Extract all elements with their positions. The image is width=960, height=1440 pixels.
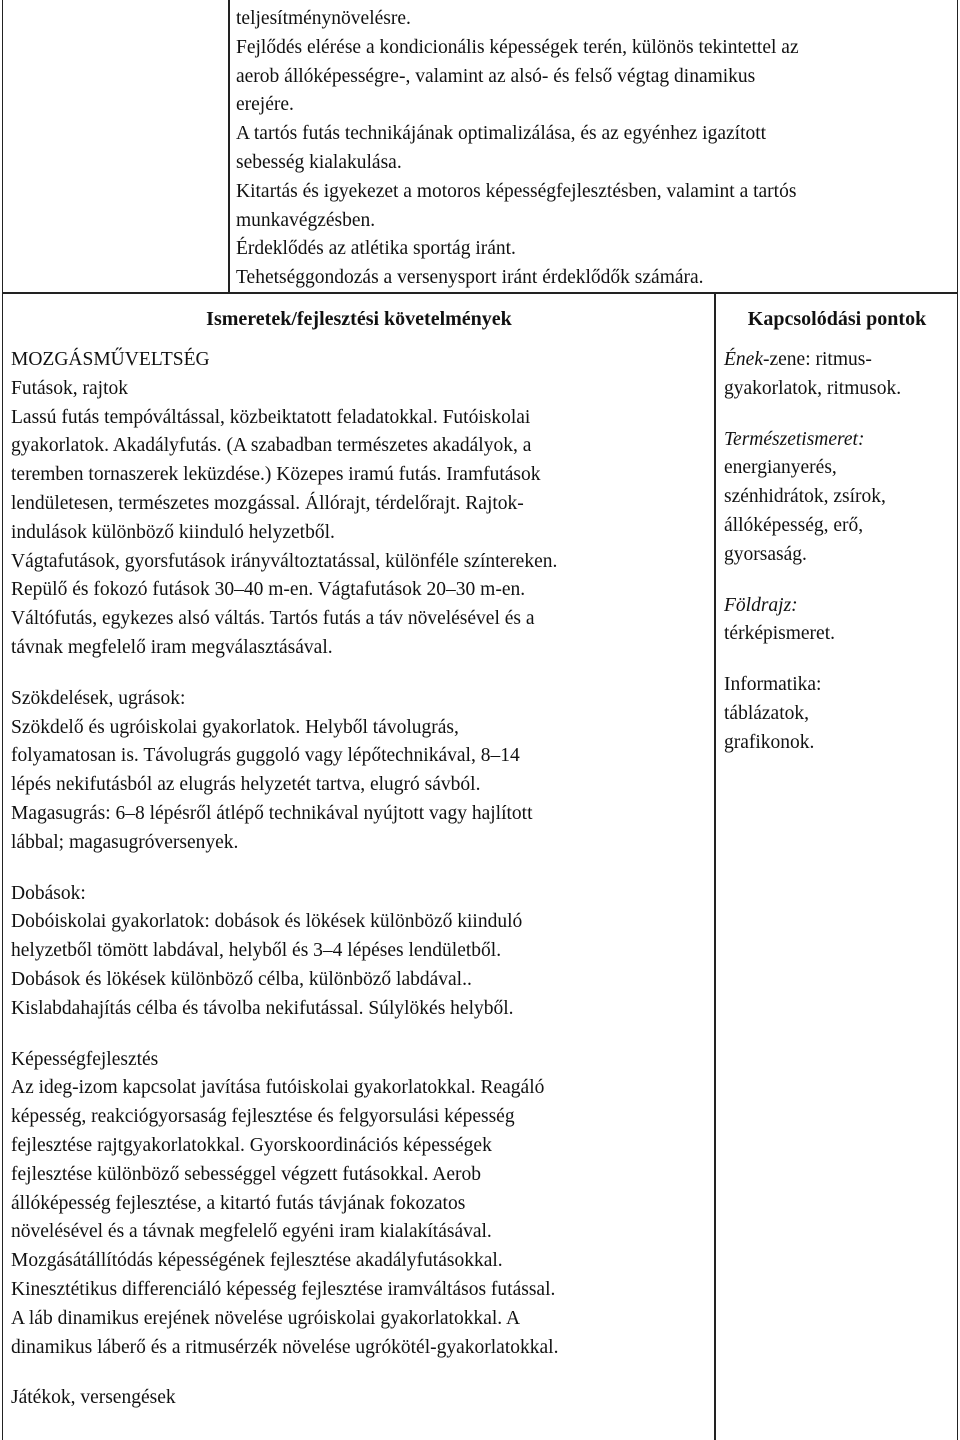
goals-column-divider — [228, 0, 230, 292]
goal-line: sebesség kialakulása. — [236, 151, 402, 173]
requirements-header: Ismeretek/fejlesztési követelmények — [206, 308, 512, 330]
goal-line: erejére. — [236, 94, 294, 116]
subject-informatics: Informatika: — [724, 674, 822, 696]
goal-line: Kitartás és igyekezet a motoros képességfejlesztésben, valamint a tartós — [236, 180, 797, 202]
text-line: gyorsaság. — [724, 543, 807, 565]
text-line: energianyerés, — [724, 457, 837, 479]
text-line: Képességfejlesztés — [11, 1048, 159, 1070]
text-line: teremben tornaszerek leküzdése.) Közepes iramú futás. Iramfutások — [11, 464, 541, 486]
text-line: szénhidrátok, zsírok, — [724, 486, 886, 508]
section-gap — [724, 649, 956, 671]
text-line: grafikonok. — [724, 731, 815, 753]
text-line: állóképesség fejlesztése, a kitartó futás távjának fokozatos — [11, 1192, 466, 1214]
text-line: lábbal; magasugróversenyek. — [11, 831, 239, 853]
text-line: A láb dinamikus erejének növelése ugróiskolai gyakorlatokkal. A — [11, 1307, 521, 1329]
goal-line: munkavégzésben. — [236, 209, 376, 231]
section-gap — [11, 663, 716, 685]
text-line: fejlesztése különböző sebességgel végzett futásokkal. Aerob — [11, 1163, 482, 1185]
text-line: állóképesség, erő, — [724, 514, 864, 536]
goal-line: teljesítménynövelésre. — [236, 8, 411, 29]
text-line: lépés nekifutásból az elugrás helyzetét tartva, elugró sávból. — [11, 774, 481, 796]
text-line: Repülő és fokozó futások 30‒40 m-en. Vágtafutások 20‒30 m-en. — [11, 579, 526, 601]
connections-header: Kapcsolódási pontok — [747, 308, 927, 330]
text-line: Kinesztétikus differenciáló képesség fejlesztése iramváltásos futással. — [11, 1278, 556, 1300]
text-line: Magasugrás: 6‒8 lépésről átlépő technikával nyújtott vagy hajlított — [11, 802, 533, 824]
text-line: fejlesztése rajtgyakorlatokkal. Gyorskoordinációs képességek — [11, 1134, 492, 1156]
text-line: Futások, rajtok — [11, 377, 128, 399]
link-music: Ének-zene: ritmus- — [724, 349, 872, 370]
subject-science: Természetismeret: — [724, 428, 865, 450]
goal-line: Fejlődés elérése a kondicionális képességek terén, különös tekintettel az — [236, 36, 799, 58]
goal-line: A tartós futás technikájának optimalizálása, és az egyénhez igazított — [236, 123, 767, 145]
text-line: dinamikus láberő és a ritmusérzék növelése ugrókötél-gyakorlatokkal. — [11, 1336, 559, 1358]
text-line: Dobások: — [11, 882, 86, 904]
text-line: gyakorlatok. Akadályfutás. (A szabadban természetes akadályok, a — [11, 435, 532, 457]
goals-cell — [236, 5, 951, 293]
text-line: folyamatosan is. Távolugrás guggoló vagy lépőtechnikával, 8‒14 — [11, 745, 520, 767]
section-gap — [11, 858, 716, 880]
text-line: Váltófutás, egykezes alsó váltás. Tartós futás a táv növelésével és a — [11, 608, 535, 630]
section-gap — [724, 404, 956, 426]
text-line: Az ideg-izom kapcsolat javítása futóiskolai gyakorlatokkal. Reagáló — [11, 1077, 545, 1099]
connections-content — [724, 346, 956, 758]
goal-line: aerob állóképességre-, valamint az alsó- és felső végtag dinamikus — [236, 65, 756, 87]
text-line: Szökdelések, ugrások: — [11, 687, 186, 709]
text-line: indulások különböző kiinduló helyzetből. — [11, 521, 335, 543]
text-line: Játékok, versengések — [11, 1387, 176, 1409]
goal-line: Érdeklődés az atlétika sportág iránt. — [236, 238, 516, 260]
goal-line: Tehetséggondozás a versenysport iránt érdeklődők számára. — [236, 267, 704, 289]
subject-geography: Földrajz: — [724, 594, 798, 616]
text-line: növelésével és a távnak megfelelő egyéni iram kialakításával. — [11, 1221, 492, 1243]
text-line: MOZGÁSMŰVELTSÉG — [11, 349, 210, 370]
text-line: Vágtafutások, gyorsfutások irányváltoztatással, különféle színtereken. — [11, 550, 558, 572]
text-line: Kislabdahajítás célba és távolba nekifutással. Súlylökés helyből. — [11, 997, 514, 1019]
text-line: térképismeret. — [724, 623, 835, 645]
text-line: táblázatok, — [724, 702, 809, 724]
requirements-content — [11, 346, 716, 1413]
text-line: Dobóiskolai gyakorlatok: dobások és lökések különböző kiinduló — [11, 911, 523, 933]
text-line: lendületesen, természetes mozgással. Állórajt, térdelőrajt. Rajtok- — [11, 492, 524, 514]
text-line: Szökdelő és ugróiskolai gyakorlatok. Helyből távolugrás, — [11, 716, 459, 738]
text-line: képesség, reakciógyorsaság fejlesztése és felgyorsulási képesség — [11, 1106, 515, 1128]
section-gap — [11, 1362, 716, 1384]
text-line: Mozgásátállítódás képességének fejlesztése akadályfutásokkal. — [11, 1250, 503, 1272]
text-line: Lassú futás tempóváltással, közbeiktatott feladatokkal. Futóiskolai — [11, 406, 531, 428]
subject-music: Ének — [724, 349, 763, 370]
text-line: helyzetből tömött labdával, helyből és 3‒4 lépéses lendületből. — [11, 940, 502, 962]
text-line: távnak megfelelő iram megválasztásával. — [11, 636, 333, 658]
text-line: gyakorlatok, ritmusok. — [724, 377, 902, 399]
text-line: Dobások és lökések különböző célba, különböző labdával.. — [11, 968, 472, 990]
section-gap — [724, 570, 956, 592]
section-gap — [11, 1024, 716, 1046]
